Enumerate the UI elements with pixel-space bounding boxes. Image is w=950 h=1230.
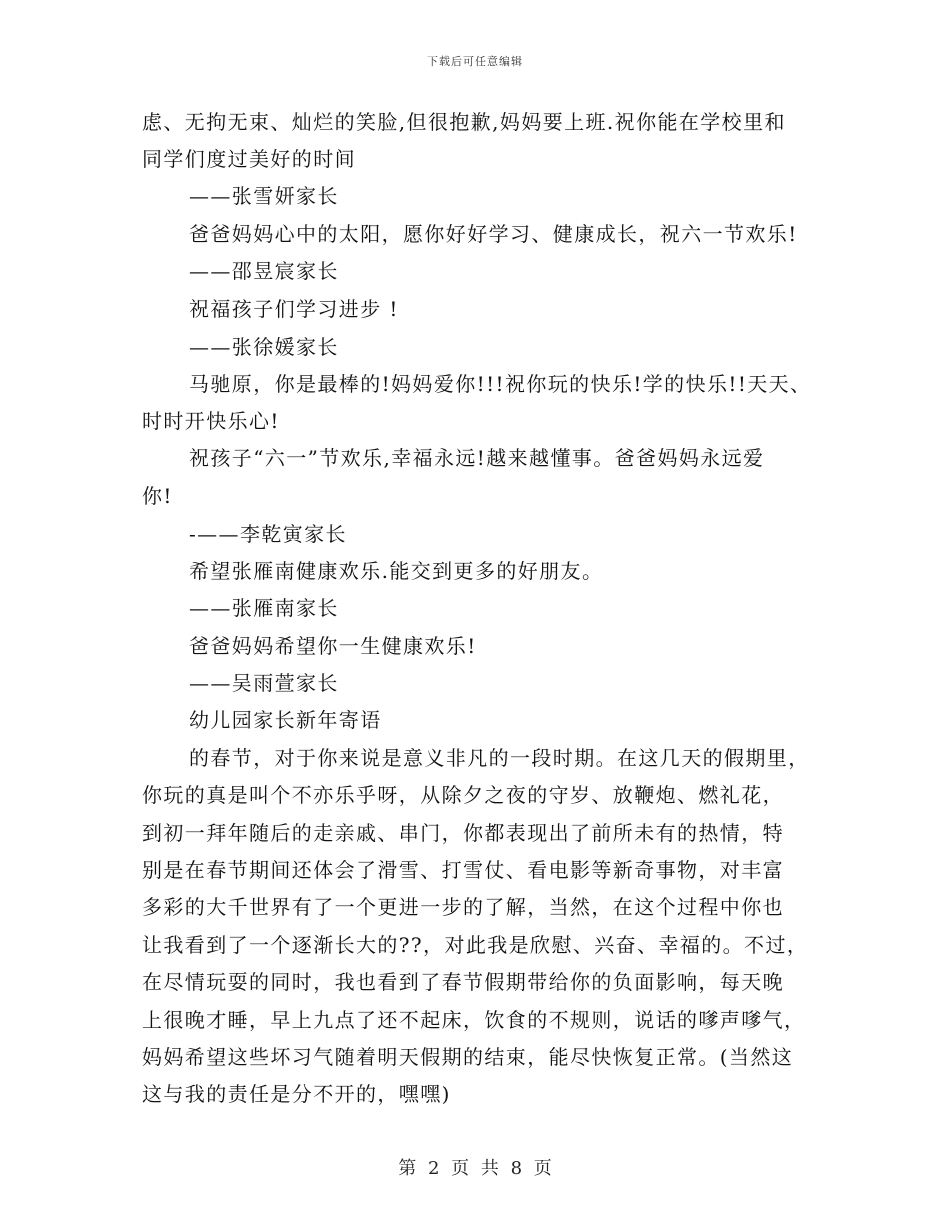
text-line: 爸爸妈妈心中的太阳，愿你好好学习、健康成长，祝六一节欢乐! [189,222,798,246]
signature-line: ——张雪妍家长 [189,184,339,208]
text-line: 希望张雁南健康欢乐.能交到更多的好朋友。 [189,559,604,583]
text-line: 爸爸妈妈希望你一生健康欢乐! [189,634,477,658]
text-line: 到初一拜年随后的走亲戚、串门，你都表现出了前所未有的热情，特 [142,821,784,845]
text-line: 你玩的真是叫个不亦乐乎呀，从除夕之夜的守岁、放鞭炮、燃礼花， [142,783,784,807]
text-line: 这与我的责任是分不开的，嘿嘿) [142,1082,451,1106]
signature-line: ——张徐媛家长 [189,335,339,359]
page-number: 第 2 页 共 8 页 [398,1158,552,1179]
signature-line: -——李乾寅家长 [189,522,347,546]
signature-line: ——邵昱宸家长 [189,259,339,283]
signature-line: ——张雁南家长 [189,596,339,620]
text-line: 让我看到了一个逐渐长大的??，对此我是欣慰、兴奋、幸福的。不过， [142,933,809,957]
text-line: 祝福孩子们学习进步 ! [189,297,399,321]
page-header: 下载后可任意编辑 [427,55,523,68]
text-line: 妈妈希望这些坏习气随着明天假期的结束，能尽快恢复正常。(当然这 [142,1045,794,1069]
text-line: 你! [142,484,173,508]
text-line: 在尽情玩耍的同时，我也看到了春节假期带给你的负面影响，每天晚 [142,970,784,994]
text-line: 的春节，对于你来说是意义非凡的一段时期。在这几天的假期里， [189,746,810,770]
text-line: 上很晚才睡，早上九点了还不起床，饮食的不规则，说话的嗲声嗲气， [142,1008,806,1032]
text-line: 多彩的大千世界有了一个更进一步的了解，当然，在这个过程中你也 [142,895,784,919]
text-line: 马驰原，你是最棒的!妈妈爱你!!!祝你玩的快乐!学的快乐!!天天、 [189,372,812,396]
text-line: 祝孩子“六一”节欢乐,幸福永远!越来越懂事。爸爸妈妈永远爱 [189,446,765,470]
signature-line: ——吴雨萱家长 [189,671,339,695]
text-line: 别是在春节期间还体会了滑雪、打雪仗、看电影等新奇事物，对丰富 [142,858,784,882]
text-line: 时时开快乐心! [142,409,280,433]
section-heading: 幼儿园家长新年寄语 [189,708,382,732]
text-line: 虑、无拘无束、灿烂的笑脸,但很抱歉,妈妈要上班.祝你能在学校里和 [142,110,786,134]
text-line: 同学们度过美好的时间 [142,147,356,171]
